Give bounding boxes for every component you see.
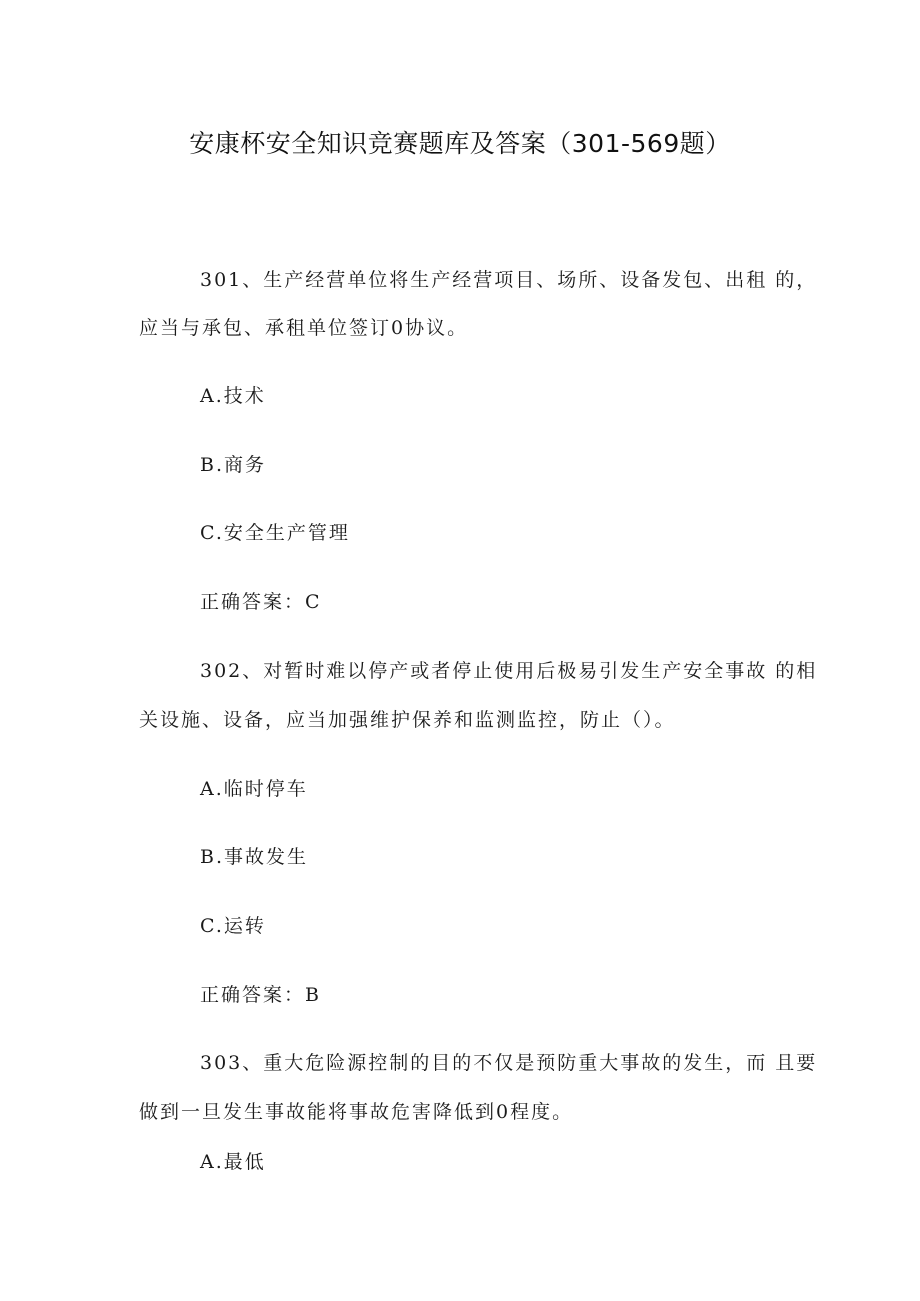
question-301-line-2: 应当与承包、承租单位签订0协议。 — [139, 317, 469, 339]
question-302-line-1: 302、对暂时难以停产或者停止使用后极易引发生产安全事故 的相 — [200, 660, 818, 682]
question-302-option-c: C.运转 — [200, 915, 266, 937]
question-303-line-2: 做到一旦发生事故能将事故危害降低到0程度。 — [139, 1101, 574, 1123]
document-title: 安康杯安全知识竞赛题库及答案（301-569题） — [189, 129, 731, 158]
question-301-option-c: C.安全生产管理 — [200, 522, 350, 544]
question-303-option-a: A.最低 — [200, 1151, 266, 1173]
question-302-line-2: 关设施、设备，应当加强维护保养和监测监控，防止（）。 — [139, 709, 676, 731]
question-302-option-a: A.临时停车 — [200, 778, 308, 800]
question-301-answer: 正确答案：C — [200, 591, 322, 613]
question-301-option-a: A.技术 — [200, 385, 266, 407]
question-302-answer: 正确答案：B — [200, 984, 321, 1006]
question-301-line-1: 301、生产经营单位将生产经营项目、场所、设备发包、出租 的， — [200, 269, 818, 291]
question-301-option-b: B.商务 — [200, 454, 267, 476]
question-303-line-1: 303、重大危险源控制的目的不仅是预防重大事故的发生，而 且要 — [200, 1052, 818, 1074]
question-302-option-b: B.事故发生 — [200, 846, 309, 868]
